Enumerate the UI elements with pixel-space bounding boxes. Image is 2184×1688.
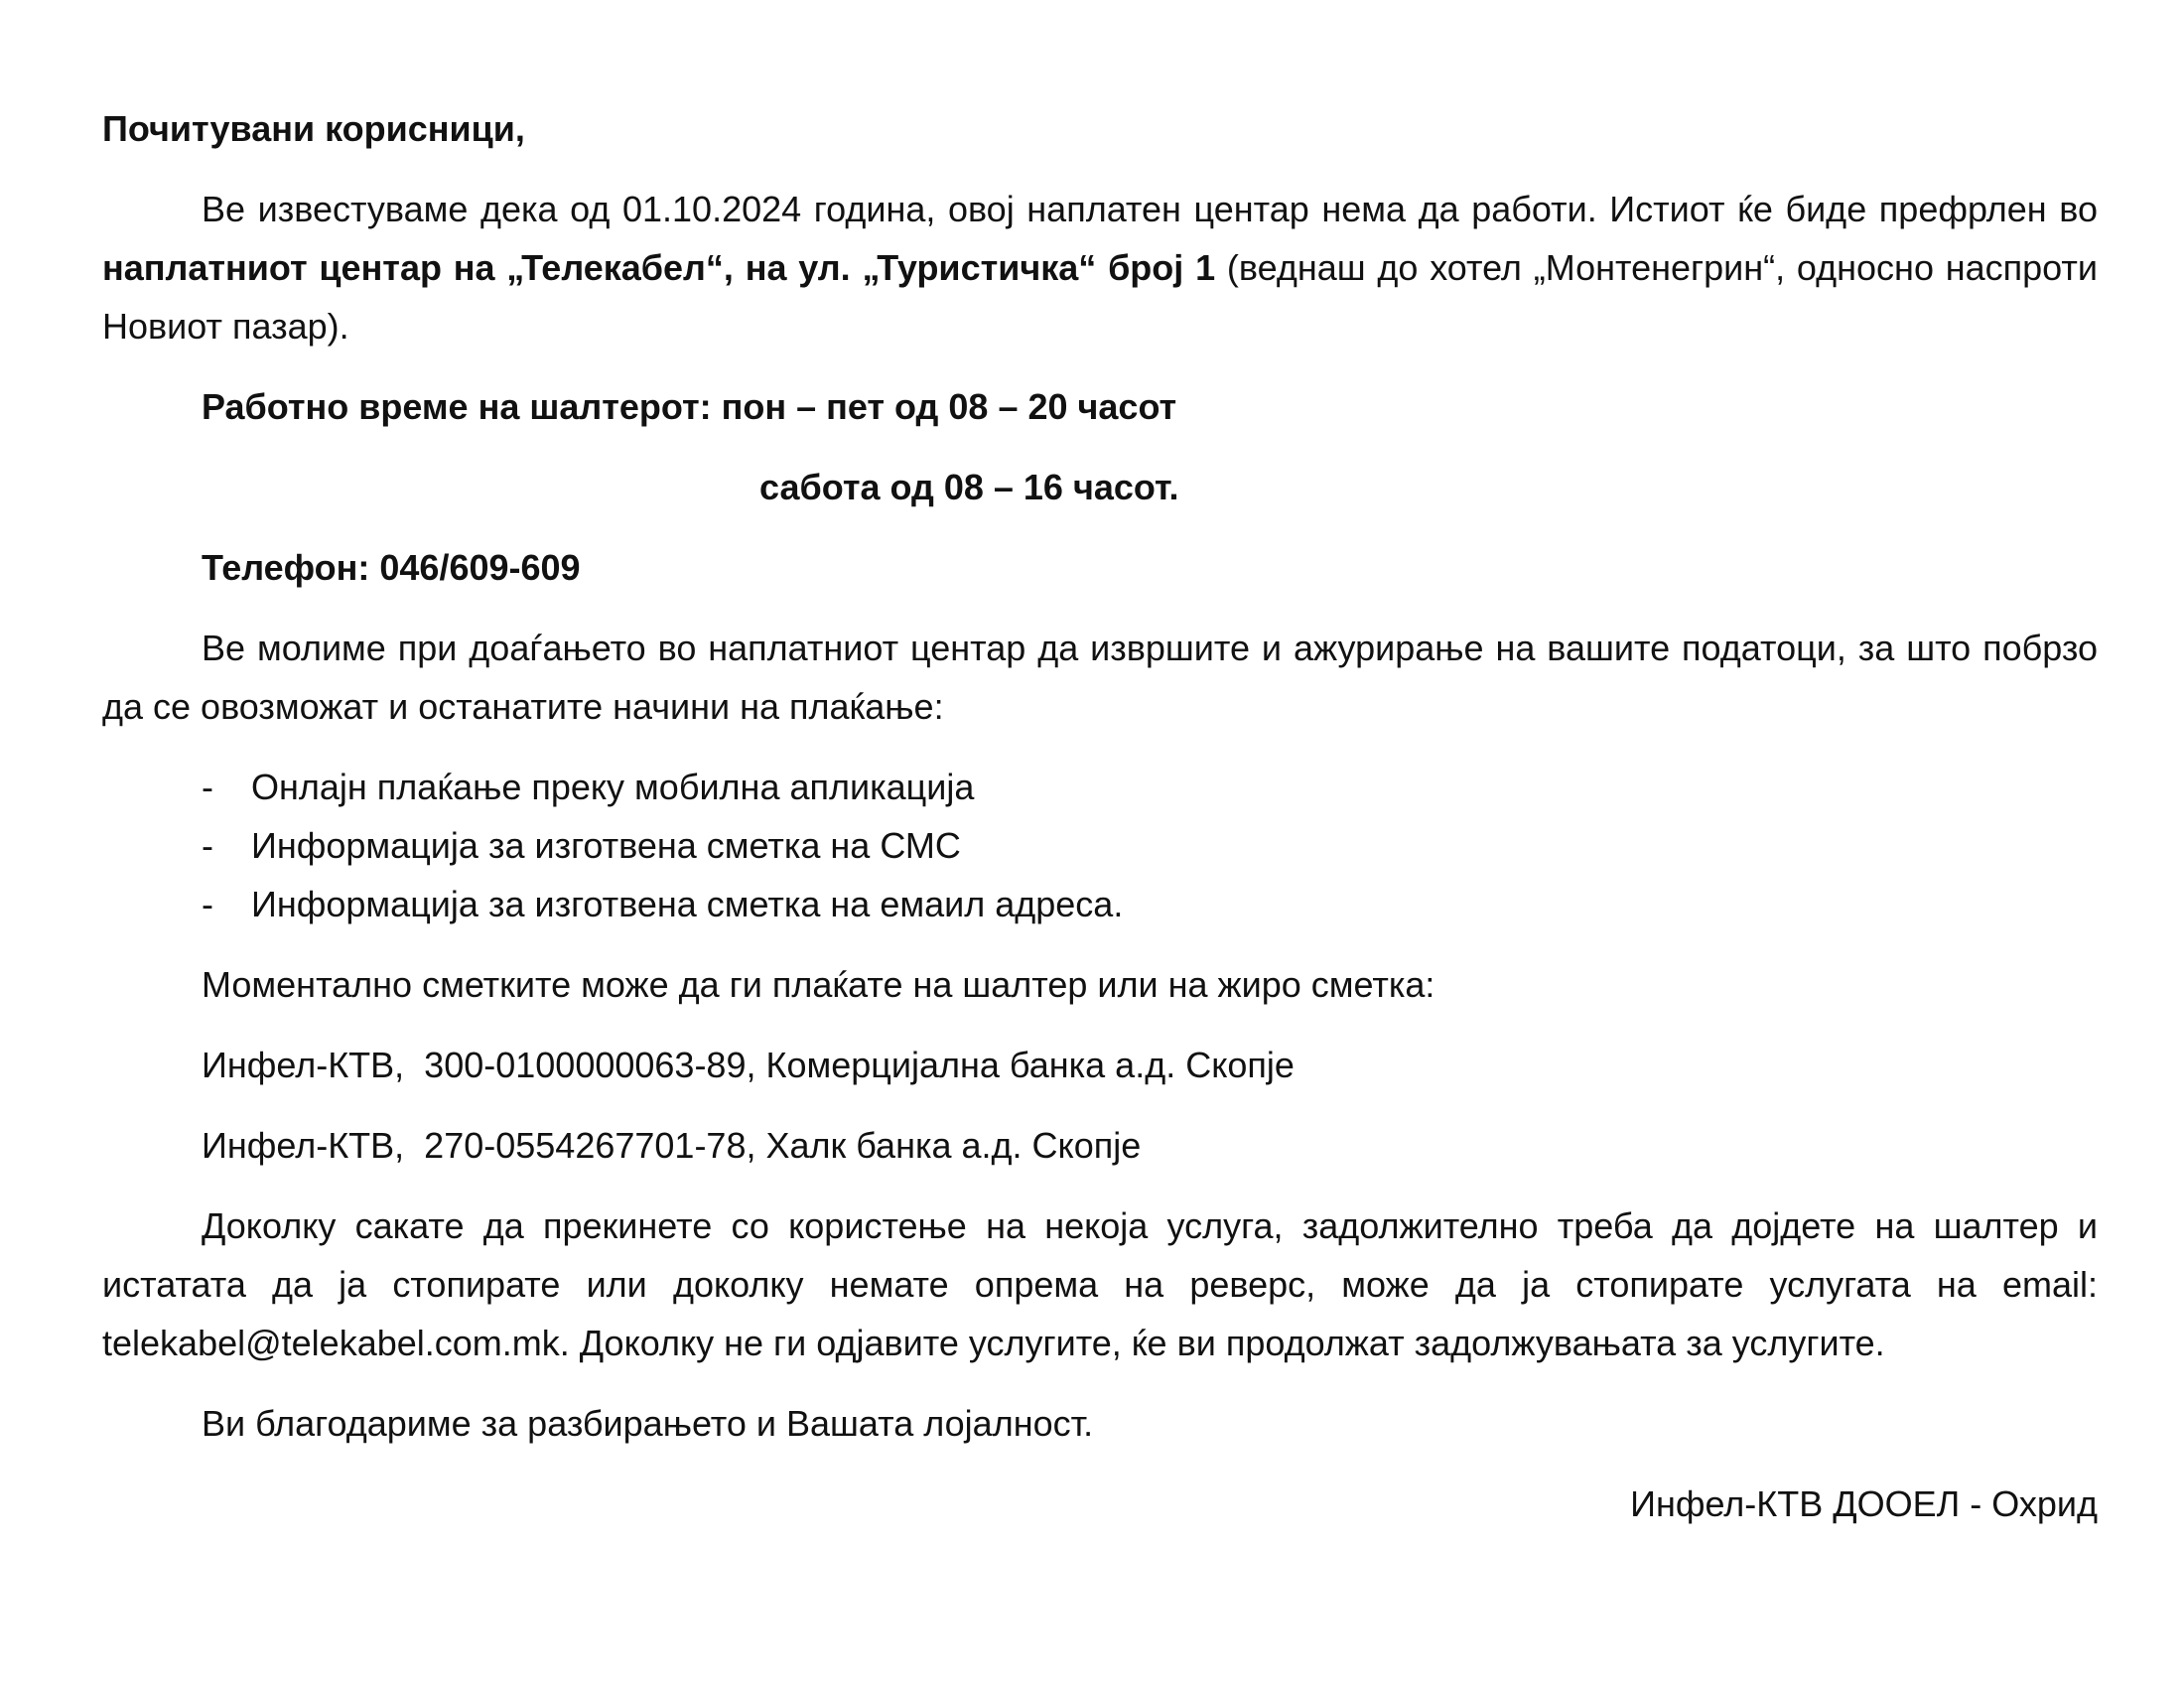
bank-account-halk: Инфел-КТВ, 270-0554267701-78, Халк банка а.д. Скопје (202, 1125, 1142, 1166)
list-bullet: - (202, 825, 213, 866)
list-bullet: - (202, 884, 213, 924)
list-item-text: Онлајн плаќање преку мобилна апликација (251, 767, 975, 807)
working-hours-saturday: сабота од 08 – 16 часот. (759, 467, 1179, 507)
signature: Инфел-КТВ ДООЕЛ - Охрид (1630, 1483, 2098, 1524)
list-item (202, 875, 2098, 933)
list-item (202, 816, 2098, 875)
working-hours-weekday: Работно време на шалтерот: пон – пет од 08 – 20 часот (202, 386, 1177, 427)
list-item (202, 758, 2098, 816)
phone-number: Телефон: 046/609-609 (202, 547, 581, 588)
greeting: Почитувани корисници, (102, 108, 525, 149)
list-bullet: - (202, 767, 213, 807)
cancellation-paragraph: Доколку сакате да прекинете со користење на некоја услуга, задолжително треба да дојдете на шалтер и истатата да ја стопирате или доколку немате опрема на реверс, може да ја стопирате услугата на email: telekabel@telekabel.com.mk. Доколку не ги одјавите услугите, ќе ви продолжат задолжувањата за услугите. (102, 1205, 2098, 1363)
payment-intro: Моментално сметките може да ги плаќате на шалтер или на жиро сметка: (202, 964, 1435, 1005)
new-location: наплатниот центар на „Телекабел“, на ул. „Туристичка“ број 1 (102, 247, 1216, 288)
list-item-text: Информација за изготвена сметка на СМС (251, 825, 961, 866)
intro-text-end: (веднаш до хотел „Монтенегрин“, односно наспроти Новиот пазар). (102, 247, 2098, 347)
payment-features-list (202, 758, 2098, 933)
intro-paragraph (102, 180, 2098, 355)
bank-account-komercijalna: Инфел-КТВ, 300-0100000063-89, Комерцијална банка а.д. Скопје (202, 1045, 1295, 1085)
intro-text-start: Ве известуваме дека од 01.10.2024 година, овој наплатен центар нема да работи. Истиот ќе биде префрлен во (202, 189, 2098, 229)
update-request-paragraph: Ве молиме при доаѓањето во наплатниот центар да извршите и ажурирање на вашите податоци, за што побрзо да се овозможат и останатите начини на плаќање: (102, 628, 2098, 727)
letter-page (102, 99, 2098, 1533)
thanks-line: Ви благодариме за разбирањето и Вашата лојалност. (202, 1403, 1094, 1444)
list-item-text: Информација за изготвена сметка на емаил адреса. (251, 884, 1124, 924)
